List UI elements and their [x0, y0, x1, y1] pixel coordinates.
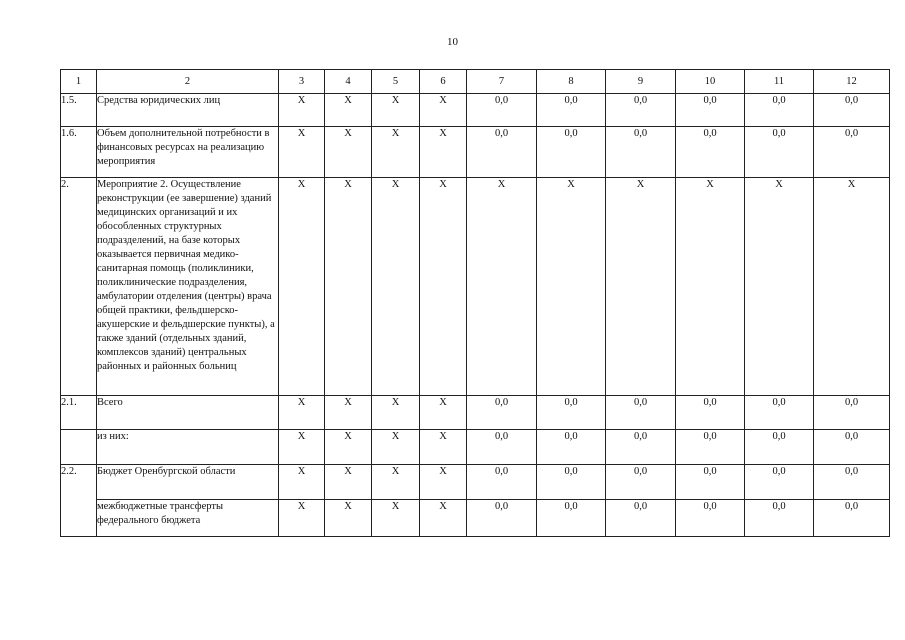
header-cell: 12 [814, 70, 890, 94]
row-number: 2. [61, 178, 97, 396]
cell: X [325, 178, 372, 396]
row-name: из них: [97, 430, 279, 465]
header-cell: 4 [325, 70, 372, 94]
cell: X [372, 465, 420, 500]
row-name: Объем дополнительной потребности в финансовых ресурсах на реализацию мероприятия [97, 127, 279, 178]
row-name: межбюджетные трансферты федерального бюджета [97, 500, 279, 537]
cell: X [325, 465, 372, 500]
cell: X [420, 500, 467, 537]
row-name: Средства юридических лиц [97, 94, 279, 127]
header-row [61, 70, 890, 94]
cell: X [372, 500, 420, 537]
cell: 0,0 [606, 94, 676, 127]
cell: X [420, 465, 467, 500]
header-cell: 7 [467, 70, 537, 94]
cell: 0,0 [606, 465, 676, 500]
cell: 0,0 [606, 396, 676, 430]
cell: X [372, 430, 420, 465]
cell: 0,0 [537, 127, 606, 178]
cell: 0,0 [537, 94, 606, 127]
cell: 0,0 [745, 430, 814, 465]
header-cell: 9 [606, 70, 676, 94]
cell: X [372, 178, 420, 396]
table-row [61, 127, 890, 178]
cell: 0,0 [745, 396, 814, 430]
cell: 0,0 [745, 465, 814, 500]
cell: 0,0 [745, 127, 814, 178]
table-row [61, 465, 890, 500]
cell: X [279, 500, 325, 537]
cell: 0,0 [745, 94, 814, 127]
cell: X [279, 178, 325, 396]
cell: X [325, 94, 372, 127]
cell: X [420, 178, 467, 396]
cell: 0,0 [814, 430, 890, 465]
cell: 0,0 [606, 430, 676, 465]
cell: 0,0 [814, 396, 890, 430]
cell: 0,0 [537, 500, 606, 537]
header-cell: 11 [745, 70, 814, 94]
row-number: 2.2. [61, 465, 97, 537]
cell: X [279, 430, 325, 465]
page-number: 10 [447, 36, 458, 48]
cell: X [537, 178, 606, 396]
row-number: 1.5. [61, 94, 97, 127]
table-row [61, 430, 890, 465]
cell: X [372, 396, 420, 430]
cell: 0,0 [814, 465, 890, 500]
cell: X [814, 178, 890, 396]
cell: 0,0 [467, 94, 537, 127]
cell: 0,0 [814, 127, 890, 178]
cell: 0,0 [676, 500, 745, 537]
cell: 0,0 [745, 500, 814, 537]
row-name: Бюджет Оренбургской области [97, 465, 279, 500]
row-number: 1.6. [61, 127, 97, 178]
row-name: Мероприятие 2. Осуществление реконструкции (ее завершение) зданий медицинских организаций и их обособленных структурных подразделений, на базе которых оказывается первичная медико-санитарная помощь (поликлиники, поликлинические подразделения, амбулатории отделения (центры) врача общей практики, фельдшерско-акушерские и фельдшерские пункты), а также зданий (отдельных зданий, комплексов зданий) центральных районных и районных больниц [97, 178, 279, 396]
cell: 0,0 [467, 465, 537, 500]
cell: 0,0 [606, 127, 676, 178]
table-row [61, 500, 890, 537]
cell: 0,0 [467, 500, 537, 537]
header-cell: 10 [676, 70, 745, 94]
cell: X [420, 127, 467, 178]
cell: X [745, 178, 814, 396]
cell: 0,0 [467, 127, 537, 178]
cell: X [279, 465, 325, 500]
header-cell: 1 [61, 70, 97, 94]
cell: X [467, 178, 537, 396]
cell: 0,0 [814, 500, 890, 537]
cell: X [325, 430, 372, 465]
row-name: Всего [97, 396, 279, 430]
cell: 0,0 [467, 430, 537, 465]
cell: 0,0 [676, 465, 745, 500]
cell: X [606, 178, 676, 396]
cell: X [279, 396, 325, 430]
cell: 0,0 [467, 396, 537, 430]
header-cell: 3 [279, 70, 325, 94]
header-cell: 2 [97, 70, 279, 94]
cell: X [325, 500, 372, 537]
table-row [61, 178, 890, 396]
header-cell: 5 [372, 70, 420, 94]
header-cell: 8 [537, 70, 606, 94]
row-number: 2.1. [61, 396, 97, 430]
cell: X [325, 396, 372, 430]
cell: X [420, 94, 467, 127]
cell: 0,0 [606, 500, 676, 537]
cell: X [279, 127, 325, 178]
cell: 0,0 [537, 465, 606, 500]
row-number [61, 430, 97, 465]
cell: 0,0 [676, 127, 745, 178]
cell: 0,0 [537, 396, 606, 430]
cell: 0,0 [676, 430, 745, 465]
cell: X [372, 127, 420, 178]
cell: X [676, 178, 745, 396]
cell: 0,0 [537, 430, 606, 465]
table-row [61, 94, 890, 127]
cell: 0,0 [814, 94, 890, 127]
header-cell: 6 [420, 70, 467, 94]
cell: X [325, 127, 372, 178]
cell: X [420, 396, 467, 430]
table-row [61, 396, 890, 430]
cell: X [279, 94, 325, 127]
cell: X [420, 430, 467, 465]
cell: 0,0 [676, 396, 745, 430]
cell: 0,0 [676, 94, 745, 127]
cell: X [372, 94, 420, 127]
budget-table [60, 69, 890, 537]
